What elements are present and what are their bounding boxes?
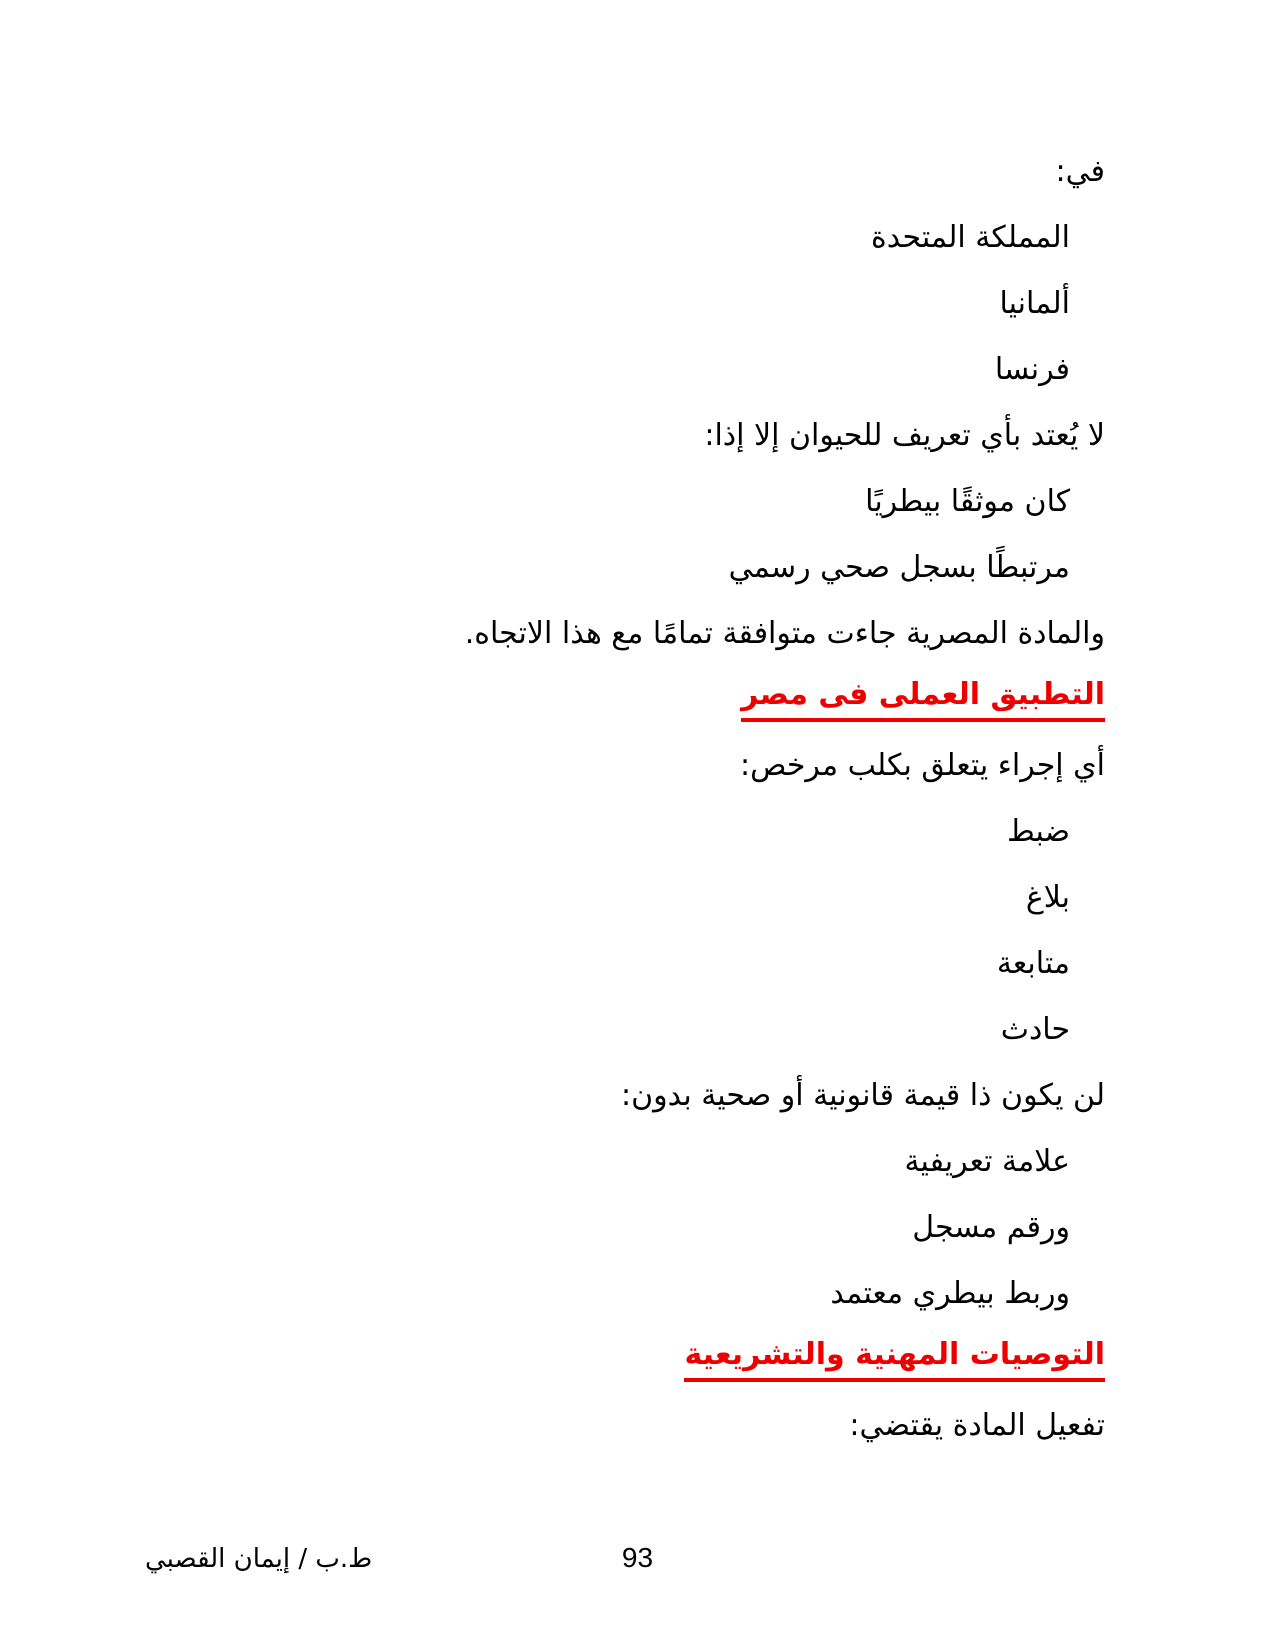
text-line: في:	[1055, 153, 1105, 189]
text-line: ضبط	[1006, 813, 1070, 849]
text-line: فرنسا	[994, 351, 1070, 387]
text-line: متابعة	[996, 945, 1070, 981]
text-line: ألمانيا	[999, 285, 1070, 321]
text-line: حادث	[1000, 1011, 1070, 1047]
text-line: تفعيل المادة يقتضي:	[849, 1407, 1105, 1443]
text-line: مرتبطًا بسجل صحي رسمي	[728, 549, 1070, 585]
text-line: علامة تعريفية	[904, 1143, 1070, 1179]
document-body	[100, 139, 1105, 1459]
section-heading	[100, 1327, 1105, 1393]
text-line: وربط بيطري معتمد	[830, 1275, 1070, 1311]
text-line: المملكة المتحدة	[871, 219, 1070, 255]
text-line: بلاغ	[1025, 879, 1070, 915]
page-footer	[0, 1542, 1275, 1582]
text-line: أي إجراء يتعلق بكلب مرخص:	[740, 747, 1105, 783]
footer-author: ط.ب / إيمان القصبي	[145, 1544, 373, 1574]
section-heading-text: التطبيق العملى فى مصر	[741, 678, 1105, 722]
page-number: 93	[621, 1542, 654, 1573]
text-line: كان موثقًا بيطريًا	[865, 483, 1070, 519]
section-heading	[100, 667, 1105, 733]
text-line: لن يكون ذا قيمة قانونية أو صحية بدون:	[620, 1077, 1105, 1113]
text-line: لا يُعتد بأي تعريف للحيوان إلا إذا:	[704, 417, 1105, 453]
text-line: والمادة المصرية جاءت متوافقة تمامًا مع هذا الاتجاه.	[464, 615, 1105, 651]
text-line: ورقم مسجل	[912, 1209, 1070, 1245]
section-heading-text: التوصيات المهنية والتشريعية	[684, 1338, 1105, 1382]
